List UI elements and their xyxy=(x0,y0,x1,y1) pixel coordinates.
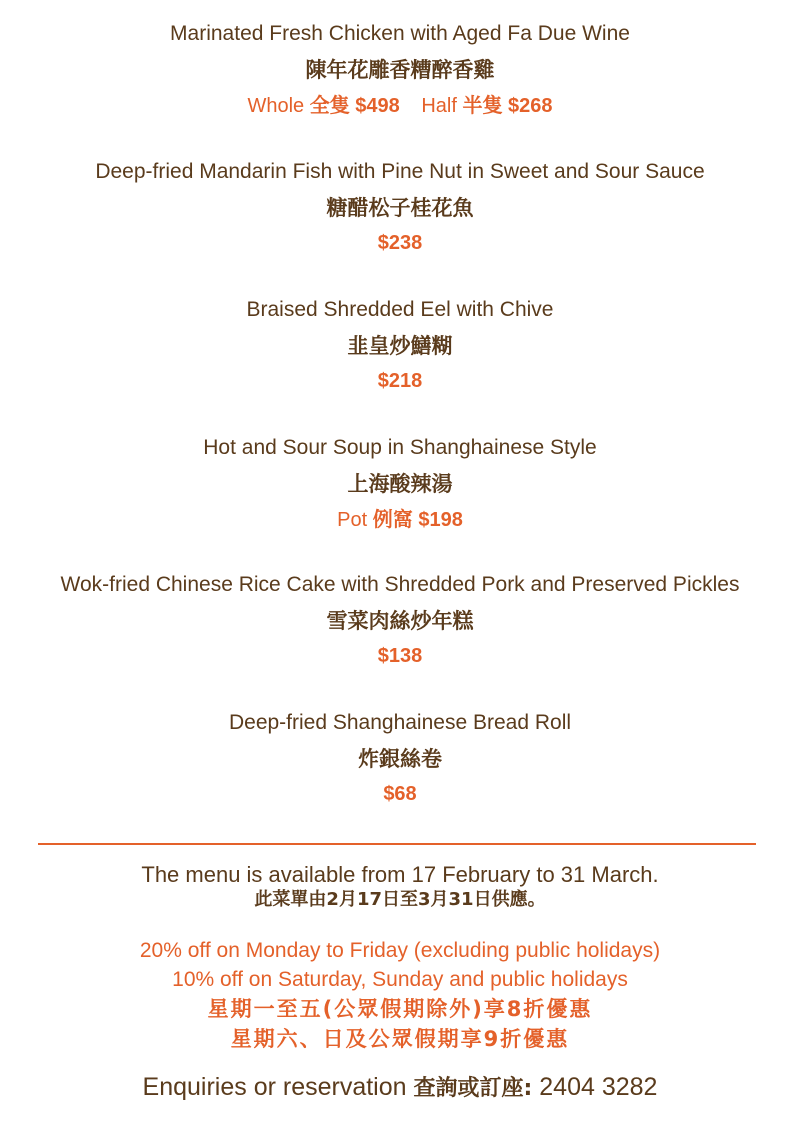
weekend-offer-zh: 星期六、日及公眾假期享9折優惠 xyxy=(230,1027,570,1051)
enquiry-label-en: Enquiries or reservation xyxy=(142,1073,407,1101)
dish-price xyxy=(0,368,800,394)
price-amount: $238 xyxy=(377,232,423,254)
dish-item xyxy=(0,159,800,256)
price-label-en: Whole xyxy=(247,95,305,117)
price-amount: $268 xyxy=(508,95,553,117)
price-label-en: Pot xyxy=(337,509,368,531)
availability-notice xyxy=(0,862,800,912)
price-amount: $498 xyxy=(355,95,400,117)
dish-item xyxy=(0,297,800,394)
dish-item xyxy=(0,21,800,119)
discount-offers xyxy=(0,936,800,1054)
dish-name-en: Hot and Sour Soup in Shanghainese Style xyxy=(203,436,597,459)
price-amount: $138 xyxy=(377,645,423,667)
weekday-offer-zh: 星期一至五(公眾假期除外)享8折優惠 xyxy=(207,997,593,1021)
dish-price xyxy=(0,643,800,669)
weekday-offer-en: 20% off on Monday to Friday (excluding public holidays) xyxy=(139,939,661,962)
dish-price xyxy=(0,92,800,119)
dish-name-zh: 上海酸辣湯 xyxy=(347,472,453,496)
price-amount: $68 xyxy=(383,783,417,805)
price-label-en: Half xyxy=(421,95,457,117)
availability-zh: 此菜單由2月17日至3月31日供應。 xyxy=(254,889,546,910)
enquiry-label-zh: 查詢或訂座: xyxy=(413,1076,533,1101)
divider xyxy=(38,843,756,845)
availability-en: The menu is available from 17 February to 31 March. xyxy=(141,862,659,887)
price-amount: $218 xyxy=(377,370,423,392)
dish-name-zh: 陳年花雕香糟醉香雞 xyxy=(305,58,495,82)
dish-price xyxy=(0,506,800,533)
dish-name-zh: 糖醋松子桂花魚 xyxy=(326,196,474,220)
dish-item xyxy=(0,435,800,533)
dish-name-en: Deep-fried Shanghainese Bread Roll xyxy=(228,711,572,734)
dish-name-zh: 韭皇炒鱔糊 xyxy=(347,334,453,358)
dish-name-zh: 炸銀絲卷 xyxy=(358,747,442,771)
dish-name-en: Marinated Fresh Chicken with Aged Fa Due Wine xyxy=(170,22,630,45)
weekend-offer-en: 10% off on Saturday, Sunday and public holidays xyxy=(172,968,628,991)
dish-price xyxy=(0,230,800,256)
price-label-zh: 例窩 xyxy=(372,507,413,531)
enquiry-line xyxy=(0,1071,800,1105)
dish-item xyxy=(0,572,800,669)
dish-name-en: Braised Shredded Eel with Chive xyxy=(246,298,554,321)
dish-name-en: Deep-fried Mandarin Fish with Pine Nut in Sweet and Sour Sauce xyxy=(95,160,705,183)
price-label-zh: 半隻 xyxy=(462,93,503,117)
enquiry-phone[interactable]: 2404 3282 xyxy=(539,1073,658,1101)
dish-name-en: Wok-fried Chinese Rice Cake with Shredded Pork and Preserved Pickles xyxy=(60,573,740,596)
price-amount: $198 xyxy=(418,509,463,531)
price-label-zh: 全隻 xyxy=(309,93,350,117)
dish-price xyxy=(0,781,800,807)
dish-name-zh: 雪菜肉絲炒年糕 xyxy=(326,609,474,633)
dish-item xyxy=(0,710,800,807)
